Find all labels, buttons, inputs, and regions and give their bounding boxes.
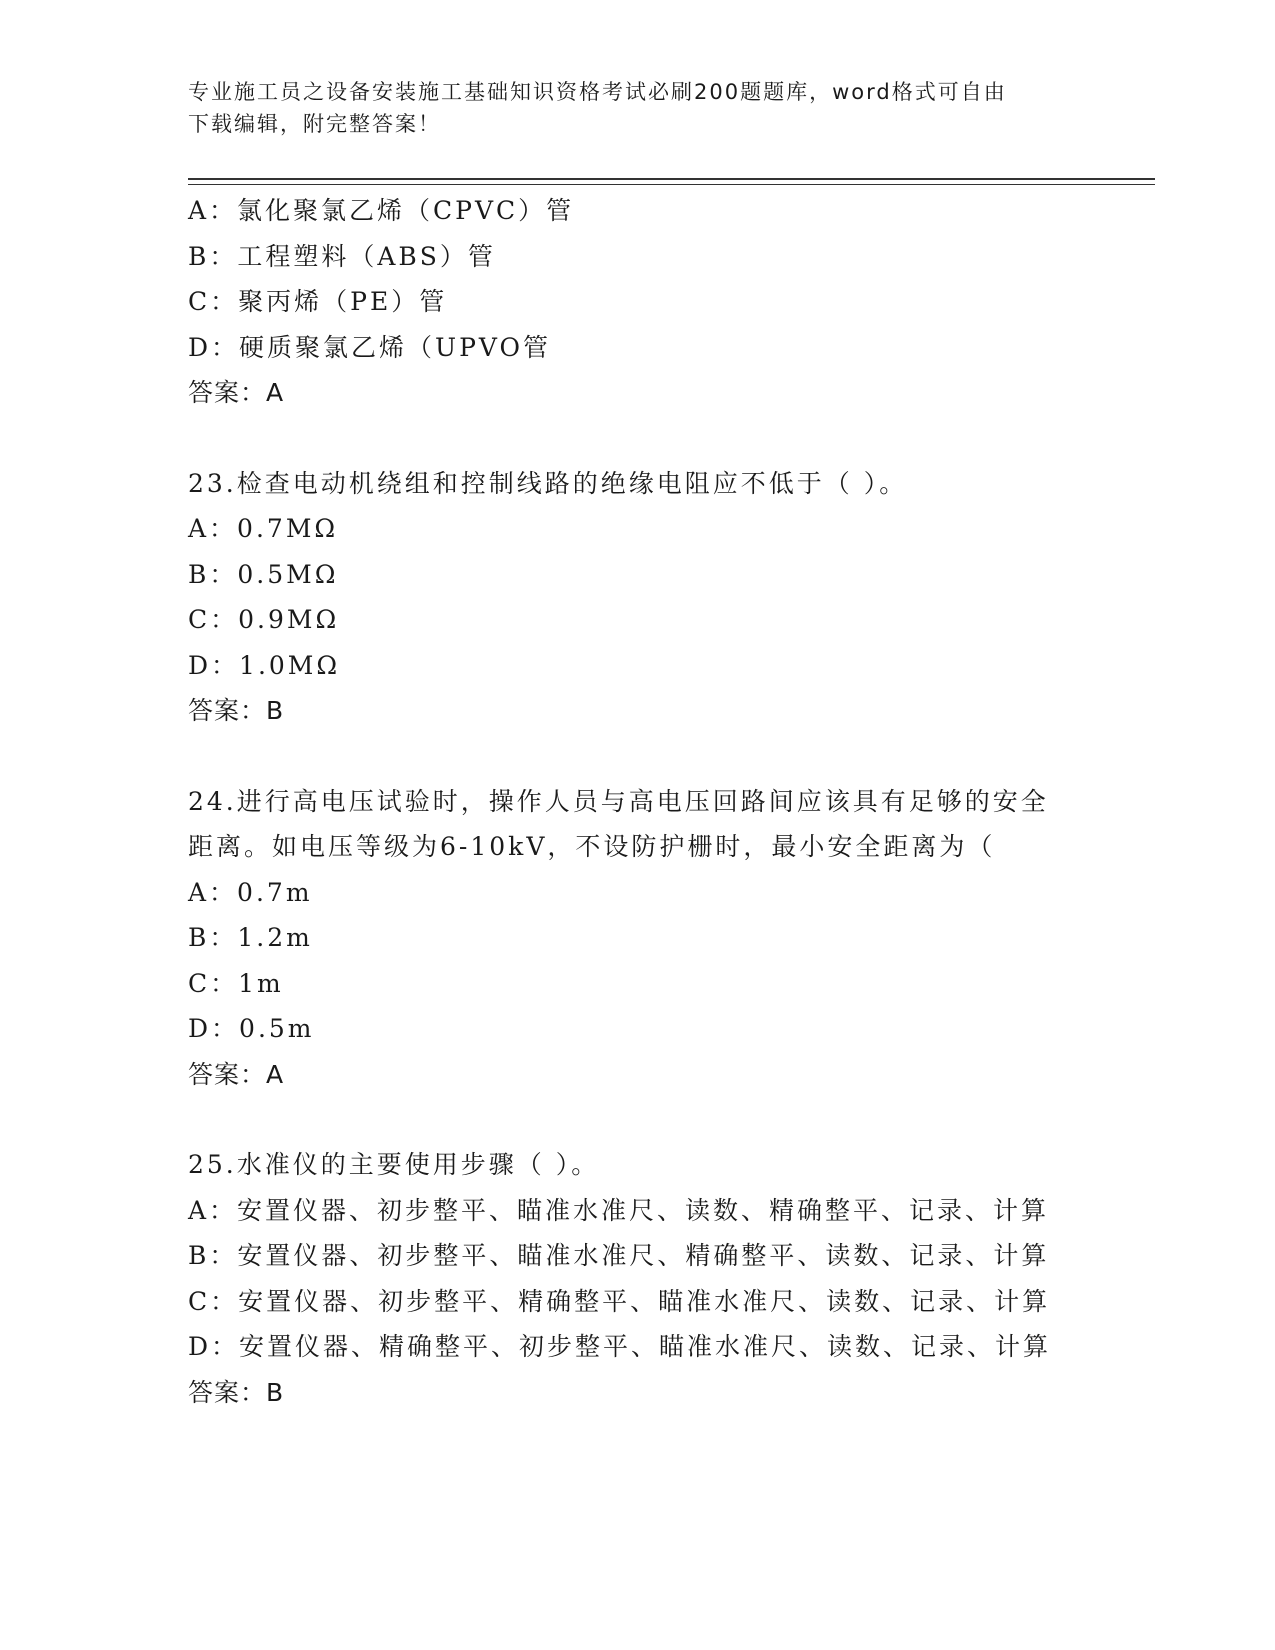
header-divider-thin bbox=[188, 184, 1155, 185]
spacer bbox=[188, 1097, 1088, 1142]
option-c: C：0.9MΩ bbox=[188, 605, 340, 634]
option-d: D：1.0MΩ bbox=[188, 650, 341, 680]
option-d: D：安置仪器、精确整平、初步整平、瞄准水准尺、读数、记录、计算 bbox=[188, 1332, 1052, 1361]
option-b: B：安置仪器、初步整平、瞄准水准尺、精确整平、读数、记录、计算 bbox=[188, 1241, 1050, 1270]
question-23 bbox=[188, 461, 1088, 734]
option-a: A：0.7m bbox=[188, 877, 313, 907]
question-stem: 23.检查电动机绕组和控制线路的绝缘电阻应不低于（ ）。 bbox=[188, 468, 908, 498]
answer-line: 答案：A bbox=[188, 1059, 285, 1089]
option-b: B：工程塑料（ABS）管 bbox=[188, 241, 496, 271]
option-c: C：安置仪器、初步整平、精确整平、瞄准水准尺、读数、记录、计算 bbox=[188, 1286, 1051, 1316]
answer-line: 答案：B bbox=[188, 1377, 285, 1407]
spacer bbox=[188, 734, 1088, 779]
option-a: A：氯化聚氯乙烯（CPVC）管 bbox=[188, 196, 575, 225]
option-d: D：0.5m bbox=[188, 1014, 315, 1043]
question-list bbox=[188, 188, 1088, 1415]
header-line-2: 下载编辑，附完整答案！ bbox=[188, 112, 441, 136]
question-25 bbox=[188, 1142, 1088, 1415]
option-a: A：0.7MΩ bbox=[188, 514, 339, 543]
question-stem: 25.水准仪的主要使用步骤（ ）。 bbox=[188, 1150, 600, 1179]
option-c: C：1m bbox=[188, 968, 284, 998]
question-stem-line-1: 24.进行高电压试验时，操作人员与高电压回路间应该具有足够的安全 bbox=[188, 786, 1049, 816]
question-22-continued bbox=[188, 188, 1088, 416]
header-line-1: 专业施工员之设备安装施工基础知识资格考试必刷200题题库，word格式可自由 bbox=[188, 80, 1007, 104]
option-d: D：硬质聚氯乙烯（UPVO管 bbox=[188, 332, 552, 362]
option-a: A：安置仪器、初步整平、瞄准水准尺、读数、精确整平、记录、计算 bbox=[188, 1195, 1050, 1225]
question-24 bbox=[188, 779, 1088, 1098]
question-stem-line-2: 距离。如电压等级为6-10kV，不设防护栅时，最小安全距离为（ bbox=[188, 832, 996, 861]
answer-line: 答案：A bbox=[188, 378, 285, 407]
option-b: B：0.5MΩ bbox=[188, 559, 339, 589]
document-header bbox=[188, 76, 1068, 140]
option-c: C：聚丙烯（PE）管 bbox=[188, 287, 448, 316]
spacer bbox=[188, 416, 1088, 461]
option-b: B：1.2m bbox=[188, 923, 313, 952]
header-divider-thick bbox=[188, 178, 1155, 180]
answer-line: 答案：B bbox=[188, 696, 285, 725]
